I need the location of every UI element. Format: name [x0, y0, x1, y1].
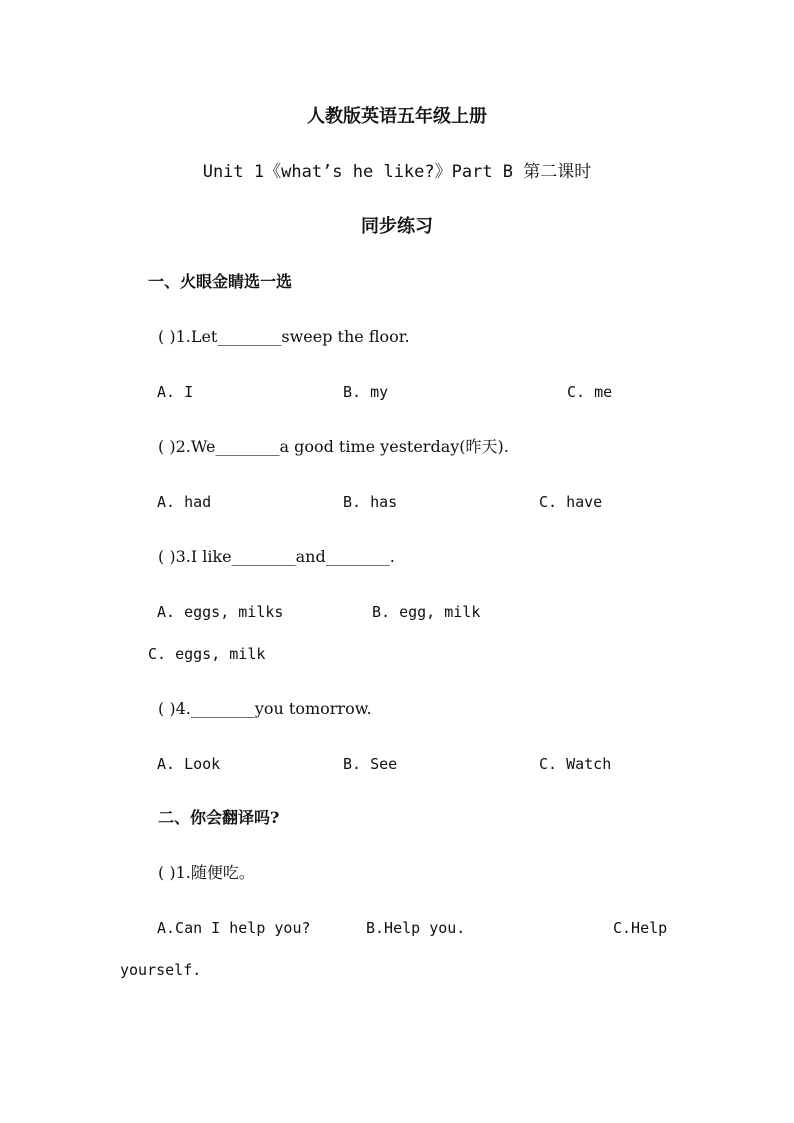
question-3-stem: ( )3.I like________and________. [158, 547, 395, 566]
translation-1-stem: ( )1.随便吃。 [158, 863, 255, 882]
translation-1-option-c-continued: yourself. [120, 961, 202, 979]
page-title: 人教版英语五年级上册 [307, 106, 487, 127]
question-1-option-a: A. I [157, 383, 194, 401]
translation-1-option-c: C.Help [613, 919, 668, 937]
question-2-option-b: B. has [343, 493, 398, 511]
question-3-option-c: C. eggs, milk [148, 645, 266, 663]
question-1-stem: ( )1.Let________sweep the floor. [158, 327, 410, 346]
subtitle: 同步练习 [361, 216, 433, 237]
question-4-option-a: A. Look [157, 755, 221, 773]
question-2-stem: ( )2.We________a good time yesterday(昨天). [158, 437, 509, 456]
question-1-option-b: B. my [343, 383, 389, 401]
translation-1-option-a: A.Can I help you? [157, 919, 311, 937]
question-4-option-b: B. See [343, 755, 398, 773]
question-3-option-a: A. eggs, milks [157, 603, 284, 621]
question-4-option-c: C. Watch [539, 755, 612, 773]
question-2-option-c: C. have [539, 493, 603, 511]
unit-title: Unit 1《what’s he like?》Part B 第二课时 [202, 162, 592, 182]
section-1-heading: 一、火眼金睛选一选 [148, 272, 293, 291]
translation-1-option-b: B.Help you. [366, 919, 466, 937]
question-3-option-b: B. egg, milk [372, 603, 481, 621]
question-4-stem: ( )4.________you tomorrow. [158, 699, 372, 718]
section-2-heading: 二、你会翻译吗? [158, 808, 280, 827]
question-1-option-c: C. me [567, 383, 613, 401]
question-2-option-a: A. had [157, 493, 212, 511]
